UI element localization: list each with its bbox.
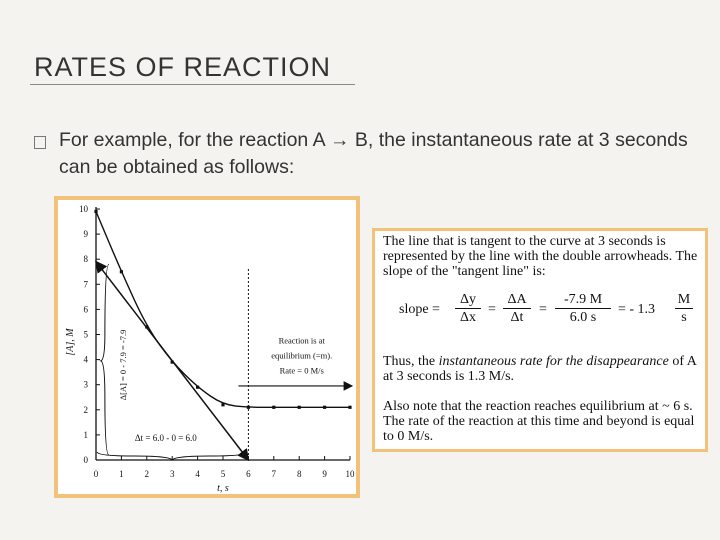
y-tick-label: 8	[83, 254, 88, 265]
denominator-value: 6.0 s	[569, 310, 597, 325]
bullet-text: For example, for the reaction A → B, the instantaneous rate at 3 seconds can be obtained as follows:	[59, 129, 688, 178]
instantaneous-rate-statement	[383, 354, 701, 384]
x-tick-label: 1	[119, 469, 124, 479]
curve-line	[96, 212, 350, 408]
delta-a-bracket	[101, 264, 109, 455]
x-tick-label: 10	[345, 469, 355, 479]
chart-svg	[58, 200, 356, 494]
x-tick-label: 2	[144, 469, 150, 479]
x-tick-label: 5	[220, 469, 226, 479]
x-tick-label: 0	[93, 469, 99, 479]
bullet-icon	[34, 136, 46, 149]
numerator-value: -7.9 M	[555, 291, 611, 309]
y-tick-label: 2	[83, 404, 88, 415]
y-tick-label: 5	[83, 329, 88, 340]
equilibrium-label-1: Reaction is at	[278, 335, 325, 346]
y-axis-label: [A], M	[65, 328, 76, 356]
x-tick-label: 8	[296, 469, 302, 479]
y-tick-label: 4	[83, 354, 88, 365]
data-point	[272, 406, 275, 409]
explanation-box	[372, 228, 708, 452]
equilibrium-note: Also note that the reaction reaches equilibrium at ~ 6 s. The rate of the reaction at this time and beyond is equal to 0 M/s.	[383, 399, 695, 444]
title-underline	[30, 84, 355, 85]
x-tick-label: 7	[271, 469, 277, 479]
y-tick-label: 6	[83, 304, 88, 315]
dy: Δy	[455, 291, 481, 309]
y-tick-label: 7	[83, 279, 88, 290]
unit-denominator: s	[681, 310, 687, 325]
thus-text: Thus, the	[383, 354, 436, 369]
data-point	[298, 406, 301, 409]
y-tick-label: 1	[83, 429, 88, 440]
data-point	[348, 406, 351, 409]
x-axis-label: t, s	[217, 483, 229, 494]
dt: Δt	[510, 310, 524, 325]
dx: Δx	[459, 310, 476, 325]
x-tick-label: 3	[169, 469, 175, 479]
y-tick-label: 10	[79, 204, 88, 214]
data-point	[221, 403, 224, 406]
tangent-explanation: The line that is tangent to the curve at 3 seconds is represented by the line with the double arrowheads. The slope of the "tangent line" is:	[383, 234, 698, 279]
axes	[96, 207, 350, 460]
unit-numerator: M	[675, 291, 693, 309]
y-tick-label: 0	[83, 455, 88, 465]
y-tick-label: 9	[83, 229, 88, 240]
fraction-da-dt	[503, 291, 531, 326]
equilibrium-label-3: Rate = 0 M/s	[279, 365, 324, 376]
x-tick-label: 4	[195, 469, 200, 479]
fraction-dy-dx	[455, 291, 481, 326]
y-tick-label: 3	[83, 379, 88, 390]
x-tick-label: 9	[322, 469, 327, 479]
delta-a-label: Δ[A] = 0 - 7.9 = -7.9	[118, 329, 128, 401]
data-point	[323, 406, 326, 409]
delta-t-label: Δt = 6.0 - 0 = 6.0	[134, 433, 197, 444]
rate-value-text: of A at 3 seconds is 1.3 M/s.	[383, 354, 697, 384]
equilibrium-label-2: equilibrium (=m).	[271, 350, 333, 361]
data-point	[196, 386, 199, 389]
fraction-values	[555, 291, 611, 326]
equals-1: =	[488, 302, 496, 317]
slide-title: RATES OF REACTION	[34, 52, 332, 82]
slope-formula	[399, 291, 705, 341]
rate-italic-text: instantaneous rate for the disappearance	[438, 354, 669, 369]
fraction-units	[675, 291, 693, 326]
slope-result: = - 1.3	[618, 302, 656, 317]
equals-2: =	[539, 302, 547, 317]
data-point	[120, 270, 123, 273]
data-point	[247, 406, 250, 409]
slope-label: slope =	[399, 302, 440, 317]
data-point	[94, 210, 97, 213]
x-tick-label: 6	[246, 469, 251, 479]
concentration-graph	[54, 196, 360, 498]
dA: ΔA	[503, 291, 531, 309]
